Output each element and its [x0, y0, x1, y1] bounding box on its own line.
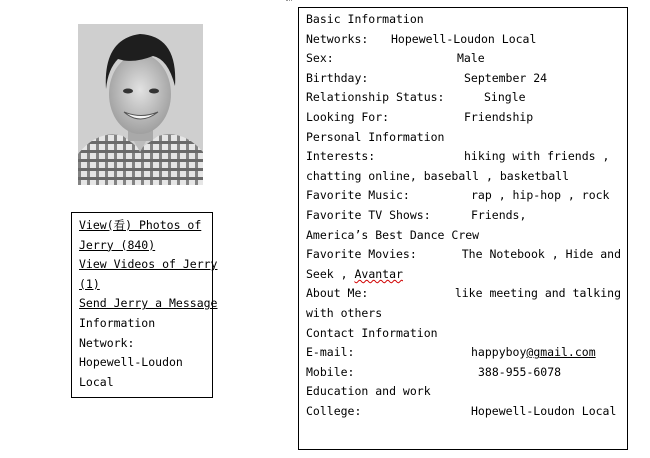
- movies-value-cont: Seek , Avantar: [306, 266, 403, 281]
- mobile-value: 388-955-6078: [478, 364, 562, 379]
- email-value[interactable]: happyboy@gmail.com: [471, 345, 596, 360]
- view-photos-link-count[interactable]: Jerry (840): [79, 237, 156, 252]
- view-videos-link-count[interactable]: (1): [79, 276, 100, 291]
- networks-row: Networks: Hopewell-Loudon Local: [306, 30, 621, 50]
- network-value-cont: Local: [79, 374, 114, 389]
- movies-value: The Notebook , Hide and: [461, 247, 621, 262]
- college-row: College: Hopewell-Loudon Local: [306, 402, 621, 422]
- personal-info-heading: Personal Information: [306, 129, 445, 144]
- relationship-row: Relationship Status: Single: [306, 88, 621, 108]
- view-photos-link[interactable]: View(看) Photos of: [79, 218, 202, 232]
- basic-info-heading: Basic Information: [306, 12, 424, 26]
- profile-links-panel: [71, 212, 218, 398]
- tv-shows-value-cont: America’s Best Dance Crew: [306, 227, 480, 242]
- contact-info-heading: Contact Information: [306, 325, 438, 340]
- education-heading: Education and work: [306, 384, 431, 399]
- sex-row: Sex: Male: [306, 49, 621, 69]
- tv-shows-value: Friends,: [471, 208, 527, 222]
- network-value: Hopewell-Loudon: [79, 355, 183, 370]
- profile-info-panel: [298, 7, 628, 450]
- networks-value: Hopewell-Loudon Local: [391, 31, 537, 46]
- interests-value-cont: chatting online, baseball , basketball: [306, 168, 570, 183]
- profile-photo-image: [78, 24, 203, 185]
- mobile-row: Mobile: 388-955-6078: [306, 363, 621, 383]
- spellcheck-word: Avantar: [354, 266, 403, 281]
- profile-photo: [78, 24, 203, 185]
- network-label: Network:: [79, 335, 135, 350]
- sex-value: Male: [457, 51, 485, 66]
- information-heading: Information: [79, 315, 156, 330]
- movies-row: Favorite Movies: The Notebook , Hide and: [306, 245, 621, 265]
- decorative-mark: [286, 0, 292, 3]
- birthday-value: September 24: [464, 70, 548, 85]
- birthday-row: Birthday: September 24: [306, 69, 621, 89]
- tv-shows-row: Favorite TV Shows: Friends,: [306, 206, 621, 226]
- view-videos-link[interactable]: View Videos of Jerry: [79, 257, 218, 272]
- looking-for-row: Looking For: Friendship: [306, 108, 621, 128]
- email-row: E-mail: happyboy@gmail.com: [306, 343, 621, 363]
- interests-row: Interests: hiking with friends ,: [306, 147, 621, 167]
- send-message-link[interactable]: Send Jerry a Message: [79, 296, 218, 311]
- music-row: Favorite Music: rap , hip-hop , rock: [306, 186, 621, 206]
- music-value: rap , hip-hop , rock: [471, 188, 610, 203]
- about-me-row: About Me: like meeting and talking: [306, 284, 621, 304]
- college-value: Hopewell-Loudon Local: [471, 404, 617, 418]
- about-me-value: like meeting and talking: [454, 286, 621, 301]
- interests-value: hiking with friends ,: [464, 149, 610, 164]
- about-me-value-cont: with others: [306, 306, 383, 320]
- relationship-value: Single: [484, 90, 526, 105]
- looking-for-value: Friendship: [464, 110, 534, 124]
